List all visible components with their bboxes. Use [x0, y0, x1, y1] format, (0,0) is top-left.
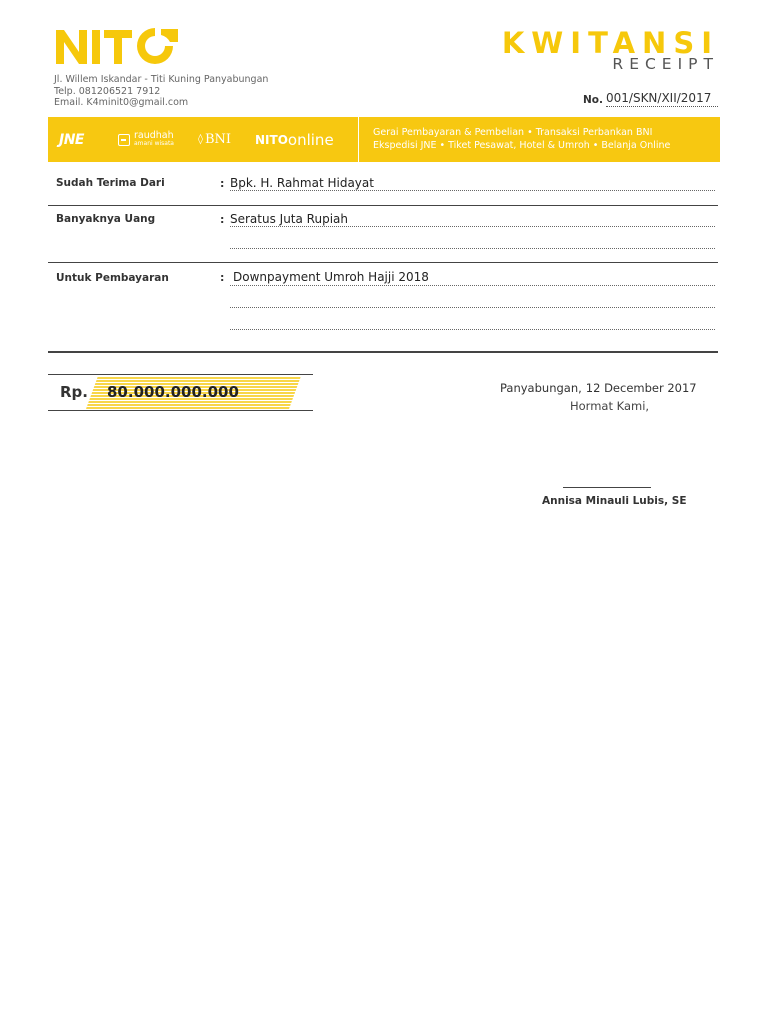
raudhah-name: raudhah	[134, 129, 174, 141]
amount-words-value: Seratus Juta Rupiah	[230, 212, 348, 226]
receipt-number: 001/SKN/XII/2017	[606, 91, 718, 107]
company-address	[54, 74, 268, 109]
received-from-label: Sudah Terima Dari	[56, 177, 165, 189]
raudhah-logo	[118, 117, 174, 162]
services-line: Gerai Pembayaran & Pembelian • Transaksi Perbankan BNI	[373, 127, 653, 138]
dotted-line	[230, 190, 715, 191]
place: Panyabungan,	[500, 381, 582, 395]
services-line: Ekspedisi JNE • Tiket Pesawat, Hotel & Umroh • Belanja Online	[373, 140, 671, 151]
date: 12 December 2017	[585, 381, 697, 395]
place-date	[500, 381, 697, 395]
dotted-line	[230, 226, 715, 227]
row-divider	[48, 205, 718, 206]
address-line: Jl. Willem Iskandar - Titi Kuning Panyabungan	[54, 74, 269, 85]
document-subtitle: RECEIPT	[612, 55, 719, 73]
amount-top-rule	[48, 374, 313, 375]
dotted-line	[230, 329, 715, 330]
colon: :	[220, 271, 225, 284]
row-divider	[48, 262, 718, 263]
nitonline-logo	[255, 117, 334, 162]
signature-line	[563, 487, 651, 488]
currency-label: Rp.	[60, 383, 88, 401]
services-list	[373, 126, 670, 152]
dotted-line	[230, 285, 715, 286]
payment-for-value: Downpayment Umroh Hajji 2018	[233, 270, 429, 284]
colon: :	[220, 213, 225, 226]
receipt-number-label: No.	[583, 94, 603, 106]
phone-line: Telp. 081206521 7912	[54, 85, 161, 97]
received-from-value: Bpk. H. Rahmat Hidayat	[230, 176, 374, 190]
colon: :	[220, 177, 225, 190]
bni-text: BNI	[204, 132, 232, 147]
banner-divider	[358, 117, 359, 162]
nitonline-o-icon: o	[287, 130, 298, 149]
dotted-line	[230, 307, 715, 308]
amount-value: 80.000.000.000	[107, 383, 239, 401]
amount-bottom-rule	[48, 410, 313, 411]
kaaba-icon	[118, 134, 130, 146]
nitonline-bold: NITO	[255, 132, 288, 147]
dotted-line	[230, 248, 715, 249]
regards: Hormat Kami,	[570, 399, 650, 413]
nito-logo	[54, 26, 189, 66]
raudhah-tagline: amani wisata	[134, 139, 174, 147]
email-line: Email. K4minit0@gmail.com	[54, 97, 189, 108]
bni-mark-icon: ◊	[198, 134, 203, 145]
amount-words-label: Banyaknya Uang	[56, 213, 156, 225]
document-title: KWITANSI	[501, 26, 719, 60]
payment-for-label: Untuk Pembayaran	[56, 272, 169, 284]
services-banner	[48, 117, 720, 162]
bni-logo	[198, 117, 231, 162]
signer-name: Annisa Minauli Lubis, SE	[542, 495, 687, 507]
nitonline-light: nline	[297, 130, 334, 149]
form-bottom-divider	[48, 351, 718, 353]
jne-logo: JNE	[59, 131, 84, 148]
